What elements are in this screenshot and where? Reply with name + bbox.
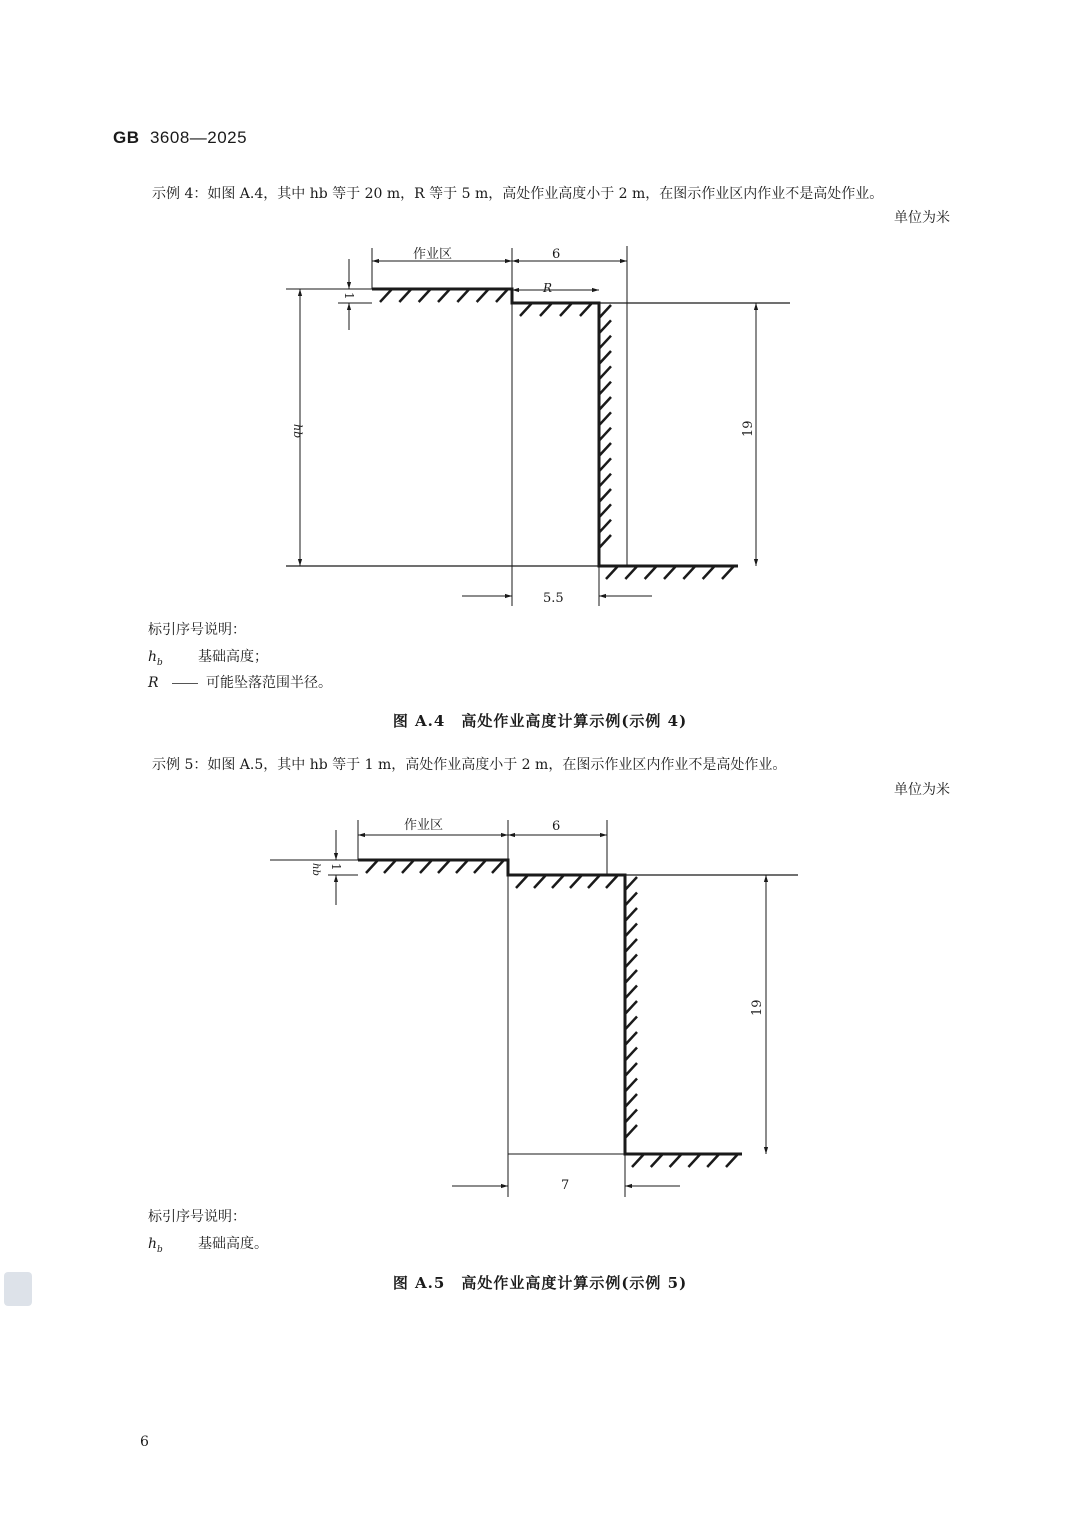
hatch-mark bbox=[599, 382, 611, 395]
a5-top-width-label: 6 bbox=[552, 819, 561, 834]
hatch-mark bbox=[599, 520, 611, 533]
hatch-mark bbox=[599, 336, 611, 349]
hatch-mark bbox=[438, 289, 450, 302]
hatch-mark bbox=[606, 875, 618, 888]
hatch-mark bbox=[477, 289, 489, 302]
hatch-mark bbox=[516, 875, 528, 888]
hatch-mark bbox=[625, 939, 637, 952]
hatch-mark bbox=[384, 860, 396, 873]
hatch-mark bbox=[645, 566, 657, 579]
example4-unit: 单位为米 bbox=[894, 210, 950, 226]
hatch-mark bbox=[726, 1154, 738, 1167]
a5-terrain bbox=[358, 860, 742, 1154]
hatch-mark bbox=[399, 289, 411, 302]
hatch-mark bbox=[606, 566, 618, 579]
a4-bottom-label: 5.5 bbox=[543, 591, 564, 606]
hatch-mark bbox=[599, 397, 611, 410]
hatch-mark bbox=[599, 366, 611, 379]
hatch-mark bbox=[625, 1079, 637, 1092]
hatch-mark bbox=[625, 566, 637, 579]
hatch-mark bbox=[625, 1048, 637, 1061]
a5-height-label: 19 bbox=[750, 999, 765, 1016]
hatch-mark bbox=[496, 289, 508, 302]
hatch-mark bbox=[599, 305, 611, 318]
hatch-mark bbox=[599, 504, 611, 517]
example4-text: 示例 4：如图 A.4，其中 hb 等于 20 m，R 等于 5 m，高处作业高度小于 2 m，在图示作业区内作业不是高处作业。 bbox=[152, 186, 884, 202]
a4-legend-title: 标引序号说明： bbox=[148, 622, 246, 638]
hatch-mark bbox=[366, 860, 378, 873]
hatch-mark bbox=[632, 1154, 644, 1167]
hatch-mark bbox=[588, 875, 600, 888]
hatch-mark bbox=[599, 412, 611, 425]
hatch-mark bbox=[625, 924, 637, 937]
figure-a5-caption: 图 A.5 高处作业高度计算示例(示例 5) bbox=[392, 1274, 688, 1292]
standard-code: GB 3608—2025 bbox=[113, 128, 248, 147]
hatch-mark bbox=[599, 320, 611, 333]
hatch-mark bbox=[599, 535, 611, 548]
a4-legend-item-hb: $h_b$ 基础高度； bbox=[148, 649, 268, 668]
hatch-mark bbox=[520, 303, 532, 316]
hatch-mark bbox=[625, 986, 637, 999]
a4-hb-label: hb bbox=[291, 424, 304, 439]
a4-work-zone-label: 作业区 bbox=[413, 247, 453, 262]
hatch-mark bbox=[688, 1154, 700, 1167]
watermark-logo bbox=[4, 1272, 32, 1306]
a4-height-label: 19 bbox=[741, 420, 756, 437]
hatch-mark bbox=[580, 303, 592, 316]
a5-legend-item-hb: $h_b$ 基础高度。 bbox=[148, 1236, 268, 1255]
hatch-mark bbox=[703, 566, 715, 579]
hatch-mark bbox=[625, 955, 637, 968]
hatch-mark bbox=[722, 566, 734, 579]
hatch-mark bbox=[707, 1154, 719, 1167]
hatch-mark bbox=[625, 1001, 637, 1014]
hatch-mark bbox=[402, 860, 414, 873]
hatch-mark bbox=[670, 1154, 682, 1167]
hatch-mark bbox=[438, 860, 450, 873]
hatch-mark bbox=[664, 566, 676, 579]
a5-work-zone-label: 作业区 bbox=[404, 818, 444, 833]
hatch-mark bbox=[534, 875, 546, 888]
a5-step-label: 1 bbox=[329, 863, 343, 871]
hatch-mark bbox=[456, 860, 468, 873]
hatch-mark bbox=[625, 1017, 637, 1030]
hatch-mark bbox=[599, 474, 611, 487]
a4-legend-item-r: R 可能坠落范围半径。 bbox=[148, 675, 332, 691]
hatch-mark bbox=[599, 428, 611, 441]
a5-hb-label: hb bbox=[310, 863, 321, 876]
hatch-mark bbox=[625, 908, 637, 921]
hatch-mark bbox=[420, 860, 432, 873]
hatch-mark bbox=[599, 351, 611, 364]
page-number: 6 bbox=[140, 1434, 149, 1450]
hatch-mark bbox=[651, 1154, 663, 1167]
figure-a4-caption: 图 A.4 高处作业高度计算示例(示例 4) bbox=[392, 712, 688, 730]
hatch-mark bbox=[625, 1063, 637, 1076]
hatch-mark bbox=[457, 289, 469, 302]
hatch-mark bbox=[625, 877, 637, 890]
hatch-mark bbox=[683, 566, 695, 579]
example5-unit: 单位为米 bbox=[894, 782, 950, 798]
a4-radius-label: R bbox=[543, 281, 553, 295]
hatch-mark bbox=[625, 1094, 637, 1107]
hatch-mark bbox=[474, 860, 486, 873]
hatch-mark bbox=[419, 289, 431, 302]
a5-bottom-label: 7 bbox=[561, 1178, 570, 1193]
hatch-mark bbox=[625, 1110, 637, 1123]
hatch-mark bbox=[599, 458, 611, 471]
a4-step-label: 1 bbox=[342, 292, 356, 300]
hatch-mark bbox=[552, 875, 564, 888]
hatch-mark bbox=[625, 893, 637, 906]
a5-legend-title: 标引序号说明： bbox=[148, 1209, 246, 1225]
hatch-mark bbox=[380, 289, 392, 302]
hatch-mark bbox=[599, 443, 611, 456]
example5-text: 示例 5：如图 A.5，其中 hb 等于 1 m，高处作业高度小于 2 m，在图示作业区内作业不是高处作业。 bbox=[152, 757, 787, 773]
hatch-mark bbox=[625, 970, 637, 983]
a4-terrain bbox=[372, 289, 738, 566]
hatch-mark bbox=[625, 1032, 637, 1045]
hatch-mark bbox=[540, 303, 552, 316]
hatch-mark bbox=[570, 875, 582, 888]
hatch-mark bbox=[599, 489, 611, 502]
hatch-mark bbox=[560, 303, 572, 316]
hatch-mark bbox=[492, 860, 504, 873]
hatch-mark bbox=[625, 1125, 637, 1138]
a4-top-width-label: 6 bbox=[552, 247, 561, 262]
